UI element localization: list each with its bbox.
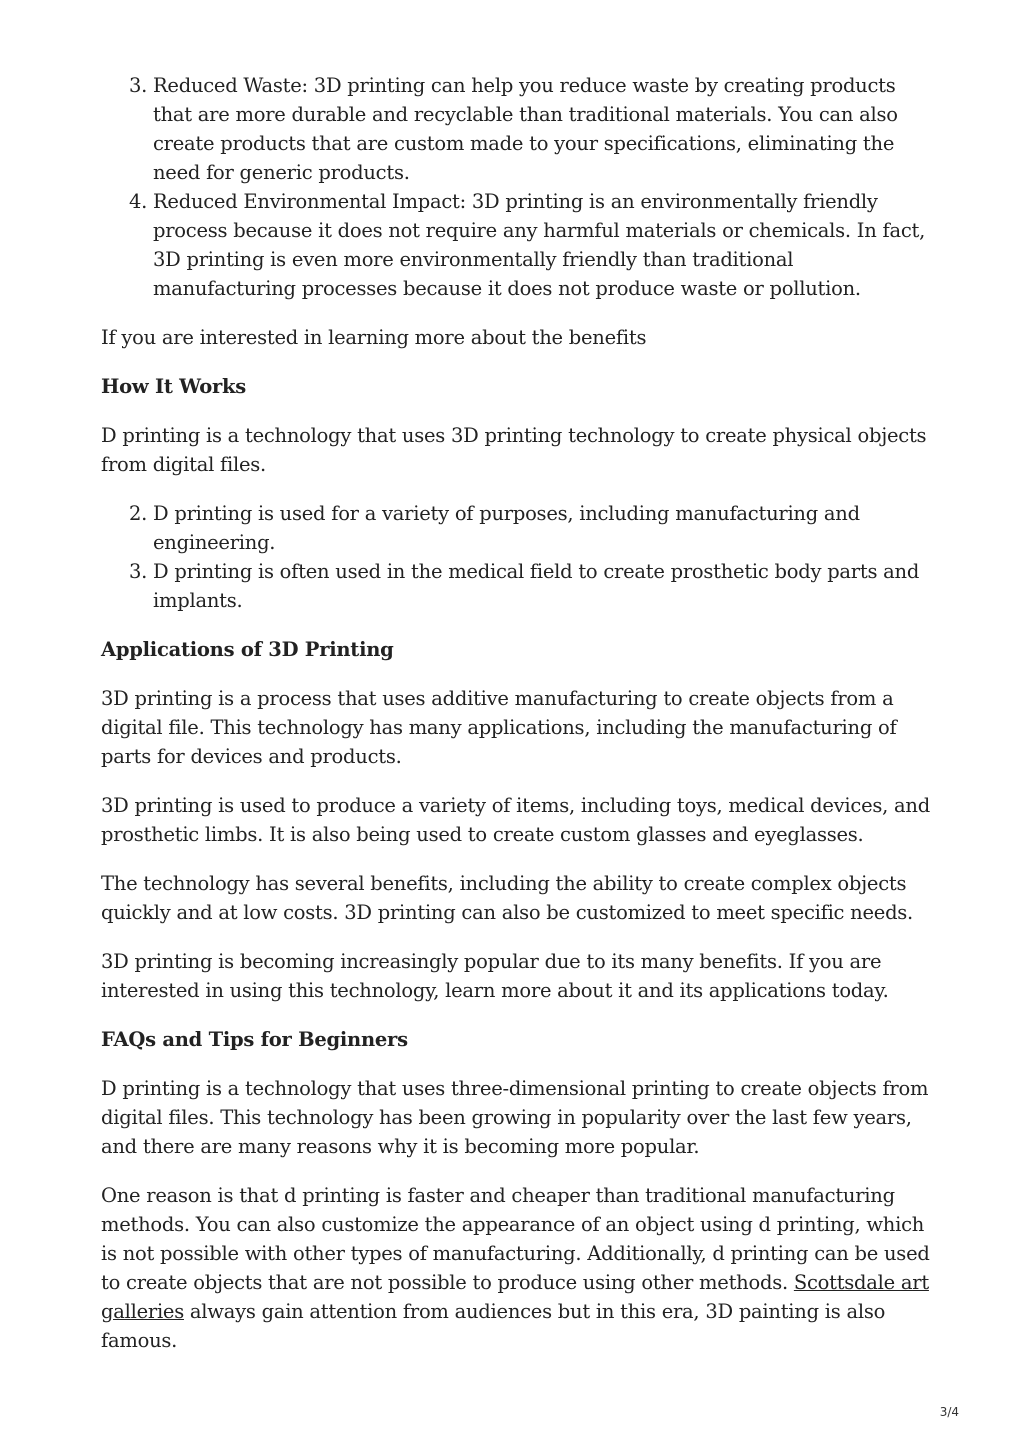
document-content xyxy=(101,71,931,1375)
list-item: 2. D printing is used for a variety of purposes, including manufacturing and engineering. xyxy=(153,499,931,557)
list-item: 4. Reduced Environmental Impact: 3D printing is an environmentally friendly process because it does not require any harmful materials or chemicals. In fact, 3D printing is even more environmentally friendly than traditional manufacturing processes because it does not produce waste or pollution. xyxy=(153,187,931,303)
intro-paragraph: If you are interested in learning more about the benefits xyxy=(101,326,647,349)
how-it-works-heading: How It Works xyxy=(101,375,247,398)
benefits-list-continued xyxy=(101,71,931,303)
faqs-text-before-link: One reason is that d printing is faster and cheaper than traditional manufacturing methods. You can also customize the appearance of an object using d printing, which is not possible with other types of manufacturing. Additionally, d printing can be used to create objects that are not possible to produce using other methods. xyxy=(101,1184,930,1294)
faqs-text-after-link: always gain attention from audiences but in this era, 3D painting is also famous. xyxy=(101,1300,886,1352)
scottsdale-art-galleries-link[interactable]: Scottsdale art galleries xyxy=(101,1271,929,1323)
faqs-paragraph-with-link xyxy=(101,1181,931,1355)
faqs-heading: FAQs and Tips for Beginners xyxy=(101,1028,408,1051)
how-it-works-list xyxy=(101,499,931,615)
applications-paragraph: 3D printing is used to produce a variety of items, including toys, medical devices, and prosthetic limbs. It is also being used to create custom glasses and eyeglasses. xyxy=(101,794,930,846)
applications-paragraph: 3D printing is a process that uses additive manufacturing to create objects from a digital file. This technology has many applications, including the manufacturing of parts for devices and products. xyxy=(101,687,897,768)
how-it-works-paragraph: D printing is a technology that uses 3D printing technology to create physical objects from digital files. xyxy=(101,424,927,476)
applications-heading: Applications of 3D Printing xyxy=(101,638,394,661)
applications-paragraph: 3D printing is becoming increasingly popular due to its many benefits. If you are interested in using this technology, learn more about it and its applications today. xyxy=(101,950,889,1002)
list-item: 3. D printing is often used in the medical field to create prosthetic body parts and implants. xyxy=(153,557,931,615)
page-number: 3/4 xyxy=(939,1405,959,1419)
faqs-paragraph: D printing is a technology that uses three-dimensional printing to create objects from digital files. This technology has been growing in popularity over the last few years, and there are many reasons why it is becoming more popular. xyxy=(101,1077,929,1158)
list-item: 3. Reduced Waste: 3D printing can help you reduce waste by creating products that are more durable and recyclable than traditional materials. You can also create products that are custom made to your specifications, eliminating the need for generic products. xyxy=(153,71,931,187)
applications-paragraph: The technology has several benefits, including the ability to create complex objects quickly and at low costs. 3D printing can also be customized to meet specific needs. xyxy=(101,872,914,924)
